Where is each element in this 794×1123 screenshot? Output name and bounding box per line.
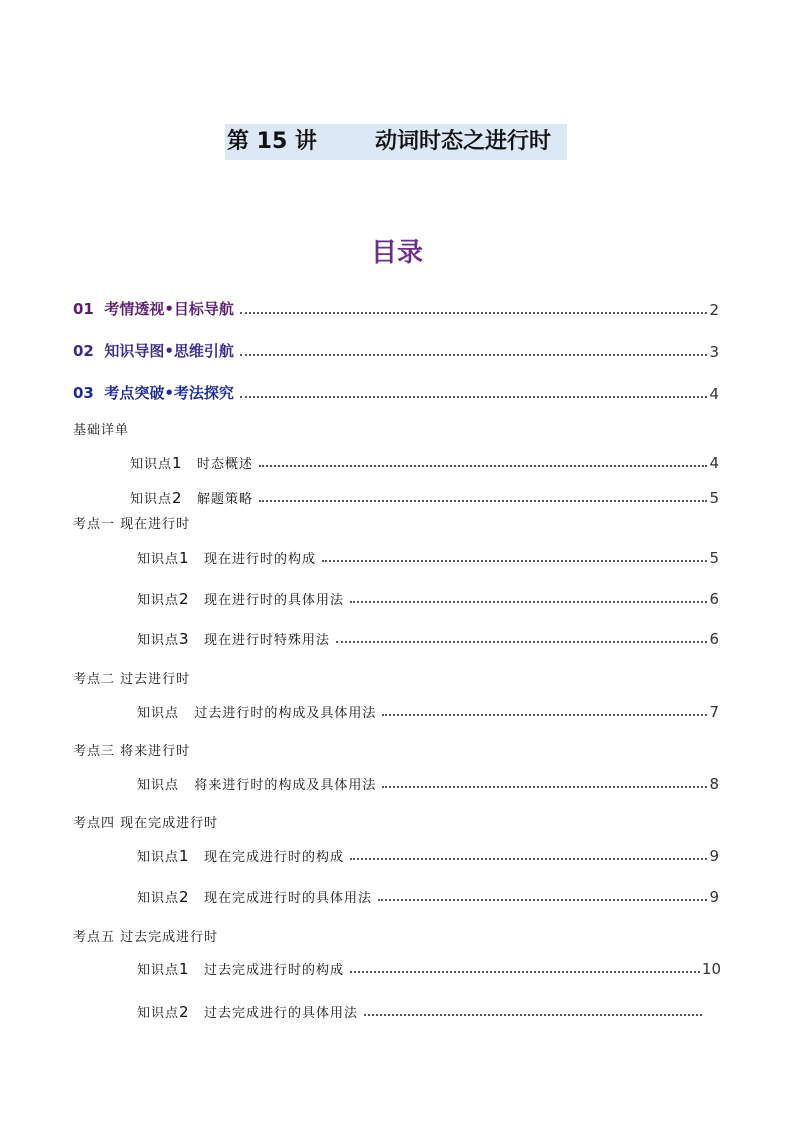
section-kd1: 考点一 现在进行时 [73,517,191,532]
toc-main-03[interactable] [73,382,719,403]
page-number: 4 [709,454,719,472]
dot-leader [350,971,700,973]
section-kd4: 考点四 现在完成进行时 [73,816,219,831]
toc-main-01[interactable] [73,298,719,319]
toc-entry-k2a[interactable]: 知识点 过去进行时的构成及具体用法 7 [137,703,719,721]
page-number: 6 [709,630,719,648]
toc-main-number: 03 [73,384,94,402]
toc-main-number: 01 [73,300,94,318]
section-kd5: 考点五 过去完成进行时 [73,930,219,945]
toc-main-02[interactable] [73,340,719,361]
dot-leader [259,465,707,467]
toc-entry-k1c[interactable]: 知识点3 现在进行时特殊用法 6 [137,630,719,648]
dot-leader [350,601,707,603]
toc-main-label: 考情透视•目标导航 [104,300,234,318]
page-number: 9 [709,888,719,906]
dot-leader [336,641,707,643]
section-kd2: 考点二 过去进行时 [73,672,191,687]
section-kd3: 考点三 将来进行时 [73,744,191,759]
page-number: 3 [709,343,719,361]
toc-entry-k5b[interactable]: 知识点2 过去完成进行的具体用法 [137,1002,704,1021]
toc-main-number: 02 [73,342,94,360]
page-number: 5 [709,489,719,507]
toc-entry-b2[interactable]: 知识点2 解题策略 5 [130,489,719,507]
page-number: 10 [701,960,721,978]
lecture-number: 第 15 讲 [227,129,317,154]
toc-entry-k5a[interactable]: 知识点1 过去完成进行时的构成 10 [137,960,721,978]
dot-leader [240,354,708,356]
dot-leader [240,312,708,314]
toc-entry-k4a[interactable]: 知识点1 现在完成进行时的构成 9 [137,847,719,865]
dot-leader [259,500,707,502]
page-number: 4 [709,385,719,403]
toc-main-label: 考点突破•考法探究 [104,384,234,402]
toc-entry-b1[interactable]: 知识点1 时态概述 4 [130,454,719,472]
toc-entry-k3a[interactable]: 知识点 将来进行时的构成及具体用法 8 [137,775,719,793]
toc-entry-k4b[interactable]: 知识点2 现在完成进行时的具体用法 9 [137,888,719,906]
page-number: 5 [709,549,719,567]
page-number: 8 [709,775,719,793]
toc-entry-k1a[interactable]: 知识点1 现在进行时的构成 5 [137,549,719,567]
dot-leader [240,396,708,398]
page-number: 9 [709,847,719,865]
page-number: 6 [709,590,719,608]
dot-leader [364,1014,702,1016]
page-number: 2 [709,301,719,319]
lecture-topic: 动词时态之进行时 [375,129,552,154]
dot-leader [382,786,707,788]
dot-leader [350,858,707,860]
section-basics: 基础详单 [73,423,130,438]
toc-entry-k1b[interactable]: 知识点2 现在进行时的具体用法 6 [137,590,719,608]
page-number: 7 [709,703,719,721]
dot-leader [378,899,707,901]
dot-leader [322,560,707,562]
toc-heading: 目录 [370,238,423,268]
dot-leader [382,714,707,716]
toc-main-label: 知识导图•思维引航 [104,342,234,360]
